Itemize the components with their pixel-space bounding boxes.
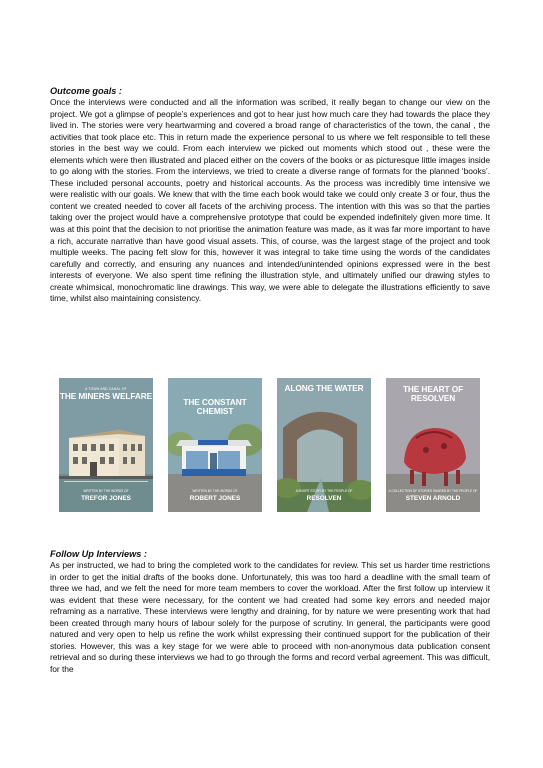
book-cover-constant-chemist — [168, 378, 262, 512]
cover-title: ALONG THE WATER — [284, 383, 364, 393]
book-cover-miners-welfare — [59, 378, 153, 512]
cover-author: TREFOR JONES — [81, 495, 131, 502]
book-covers-figure — [59, 378, 483, 512]
follow-up-interviews-heading: Follow Up Interviews : — [50, 549, 147, 559]
follow-up-interviews-section — [50, 548, 490, 675]
cover-title: THE MINERS WELFARE — [59, 391, 153, 401]
cover-credit: WRITTEN BY THE WORDS OF — [192, 489, 238, 493]
book-cover-heart-of-resolven — [386, 378, 480, 512]
cover-author: ROBERT JONES — [189, 495, 241, 502]
follow-up-interviews-paragraph: As per instructed, we had to bring the completed work to the candidates for review. This set us harder time restrictions in order to get the initial drafts of the books done. Unfortunately, this was too hard a deadline with the small team of three we had, and we felt the need for more team members to cover the workload. After the first follow up interview it was evident that these were necessary, for the content we had created had some key errors and needed major reframing as a narrative. These interviews were lengthy and draining, for by nature we were presenting work that had been created through many hours of labour solely for the purpose of scrutiny. In general, the participants were good natured and very open to help us refine the work whilst expressing their continued support for the publication of their stories. However, this was a key stage for we were able to proceed with non-anonymous data publication consent retrieval and so during these interviews we had to go through the forms and record verbal agreement. This was difficult, for the — [50, 560, 490, 674]
cover-author: RESOLVEN — [306, 495, 342, 502]
book-cover-along-the-water — [277, 378, 371, 512]
cover-credit: WRITTEN BY THE WORDS OF — [83, 489, 129, 493]
cover-credit: A SHORT STORY BY THE PEOPLE OF — [295, 489, 353, 493]
cover-title: THE CONSTANT CHEMIST — [183, 397, 247, 416]
outcome-goals-paragraph: Once the interviews were conducted and all the information was scribed, it really began to change our view on the project. We got a glimpse of people’s experiences and got to hear just how much care they had towards the place they lived in. The stories were very heartwarming and covered a broad range of characteristics of the town, the canal , the activities that took place etc. This in return made the experience personal to us where we felt responsible to tell these stories in the best way we could. From each interview we picked out moments which stood out , these were the elements which were then illustrated and placed either on the covers of the books or as picturesque little images inside to go along with the stories. From the interviews, we tried to create a diverse range of formats for the planned ‘books’. These included personal accounts, poetry and historical accounts. As the process was incredibly time intensive we were realistic with our goals. We knew that with the time each book would take we could only create 3 or four, thus the content we created needed to cover all facets of the archiving process. The intention with this was so that the parties taking over the project would have a comprehensive prototype that could be expended indefinitely given more time. It was at this point that the decision to not prioritise the animation feature was made, as it was far more important to have a rich, accurate narrative than have good visual assets. This, of course, was the largest stage of the project and took multiple weeks. The pacing felt slow for this, however it was integral to take time using the words of the candidates carefully and correctly, and ensuring any nuances and intended/unintended opinions expressed were in the best interests of everyone. We also spent time refining the illustration style, and ultimately unified our drawing styles to create whimsical, monochromatic line drawings. This way, we were able to delegate the illustrations efficiently to save time, whilst also maintaining consistency. — [50, 97, 490, 304]
outcome-goals-section — [50, 85, 490, 305]
cover-author: STEVEN ARNOLD — [405, 495, 461, 502]
cover-credit: A COLLECTION OF STORIES SHARED BY THE PEOPLE OF — [388, 489, 478, 493]
outcome-goals-heading: Outcome goals : — [50, 86, 122, 96]
cover-title: THE HEART OF RESOLVEN — [402, 384, 464, 403]
cover-kicker: A TOWN AND CANAL OF — [85, 387, 127, 391]
